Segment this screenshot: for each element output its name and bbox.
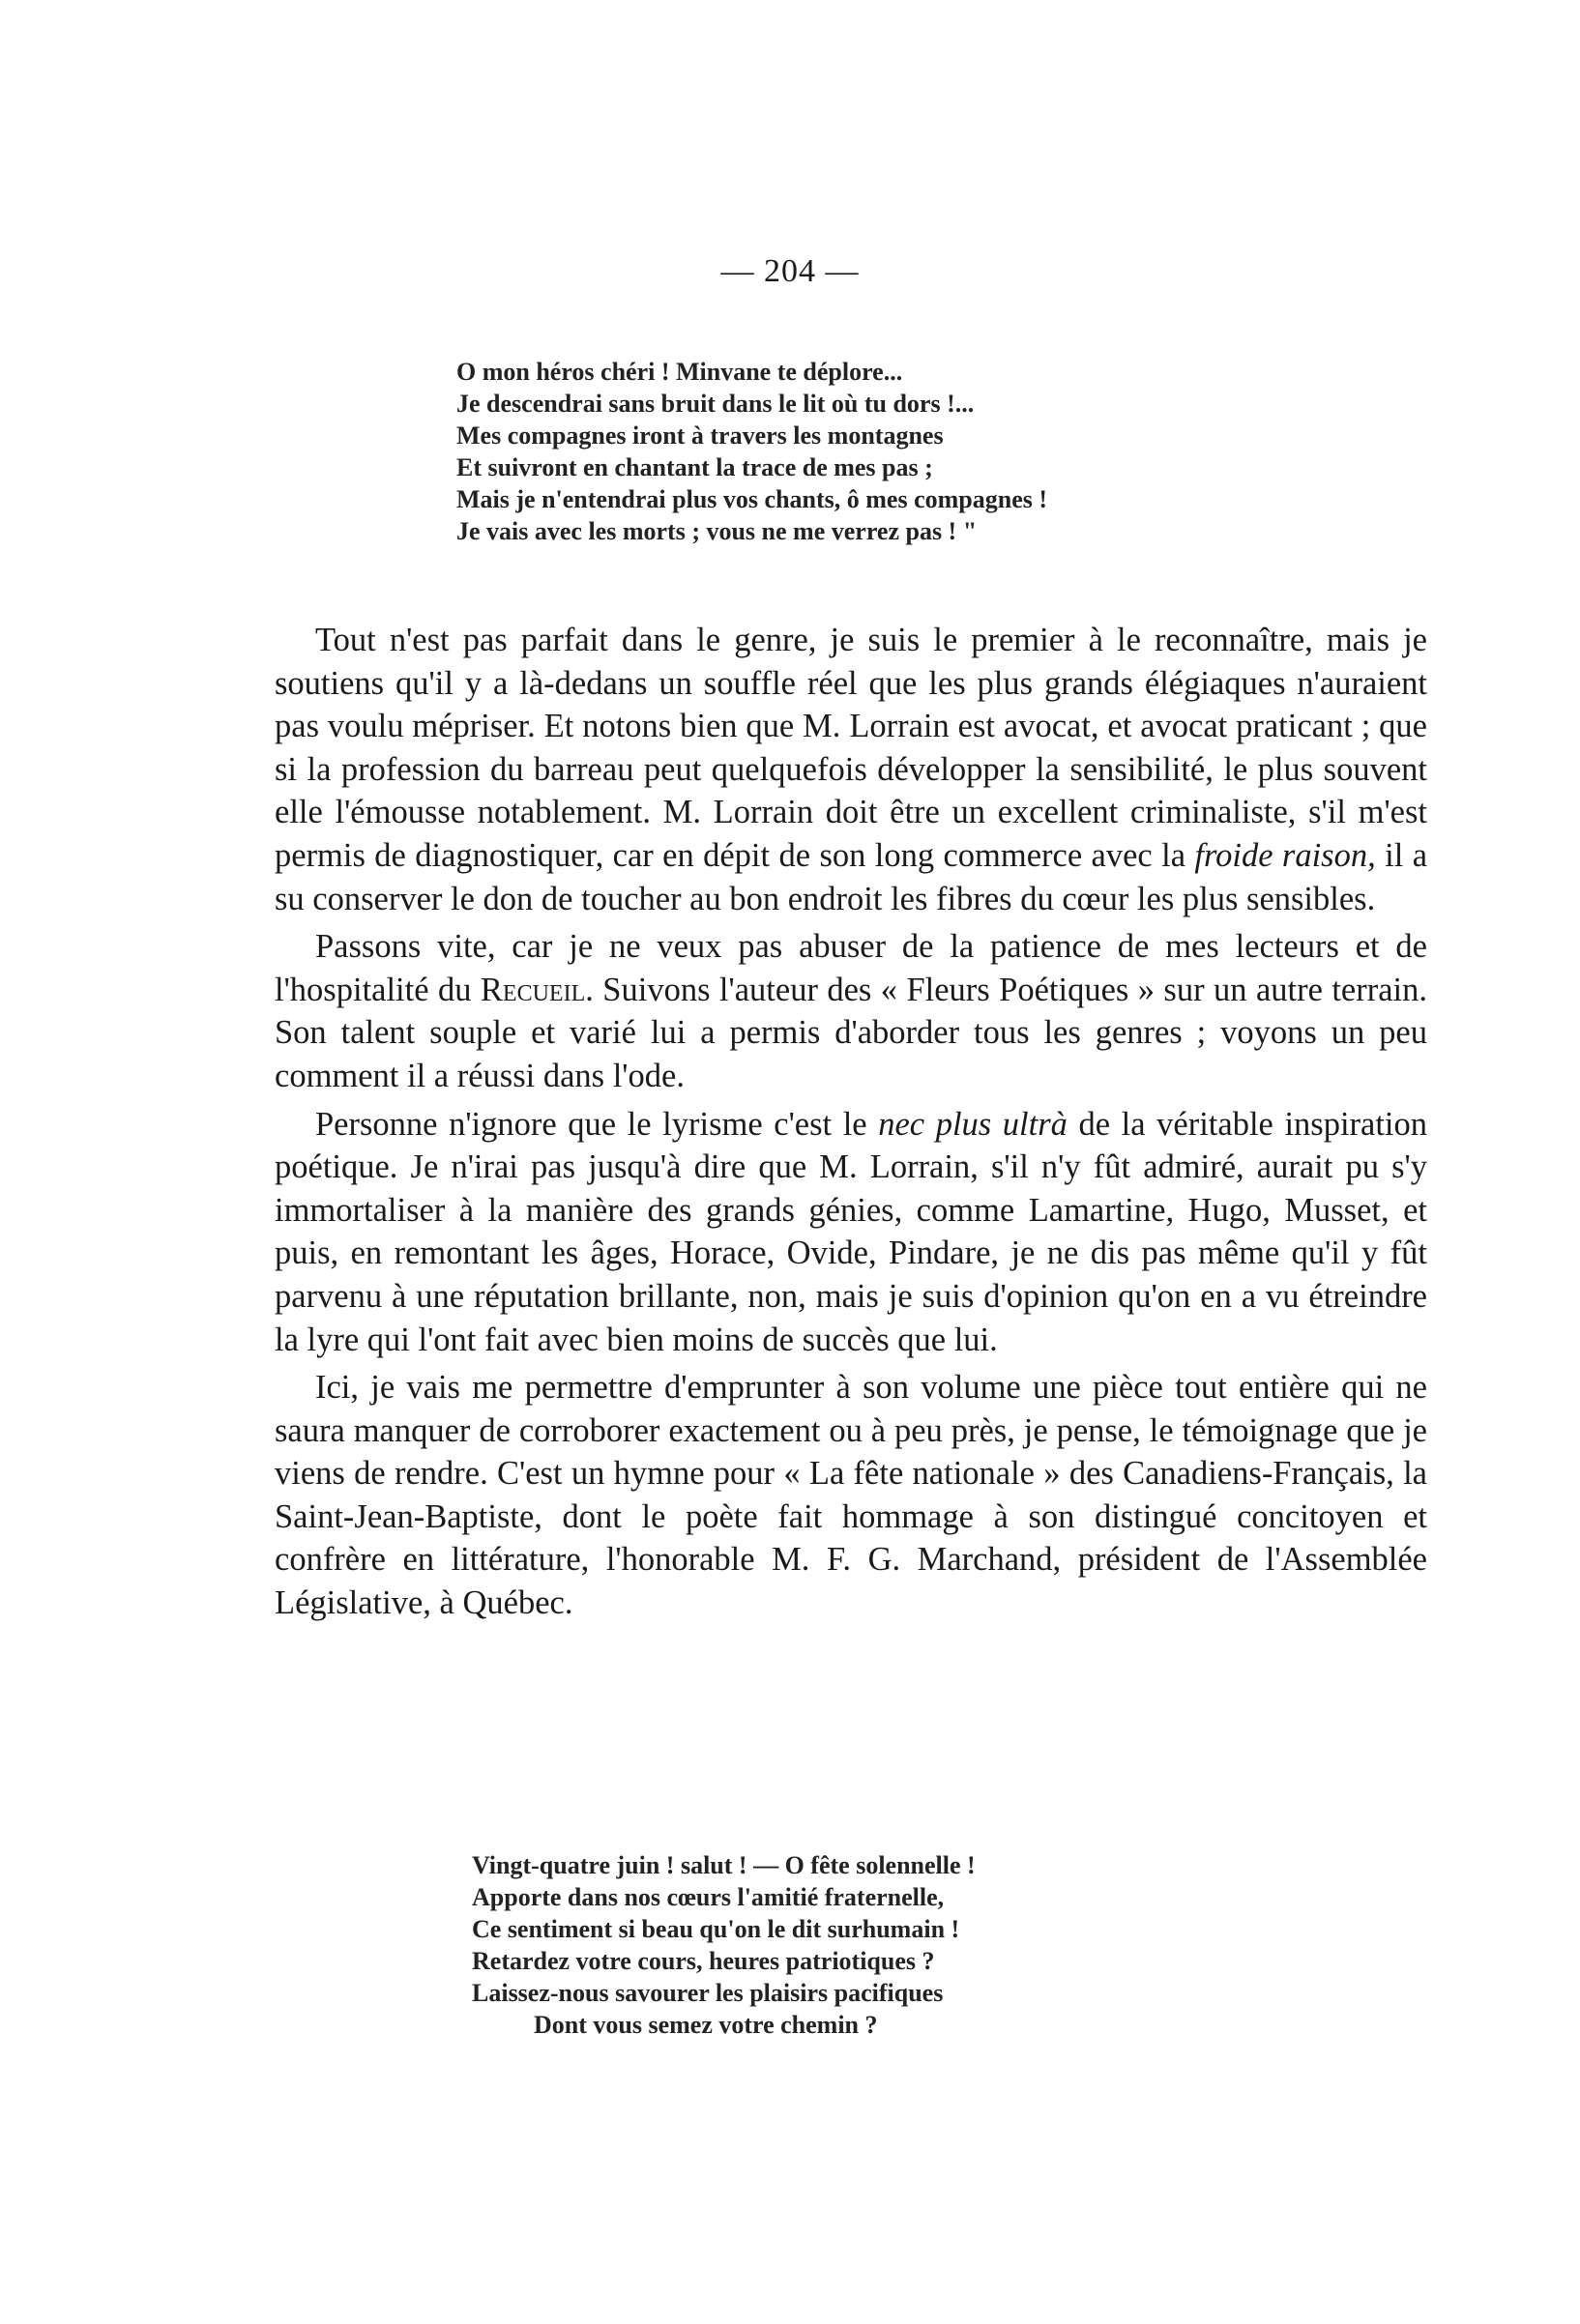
poem-excerpt-bottom <box>472 1849 1168 2041</box>
poem-line: Mais je n'entendrai plus vos chants, ô mes compagnes ! <box>456 485 1048 513</box>
text-run: . Suivons l'auteur des « Fleurs Poétiques » sur un autre terrain. Son talent souple et varié lui a permis d'aborder tous les genres ; voyons un peu comment il a réussi dans l'ode. <box>275 971 1427 1094</box>
paragraph-2 <box>275 925 1427 1097</box>
poem-line: Apporte dans nos cœurs l'amitié fraternelle, <box>472 1883 945 1911</box>
poem-excerpt-top <box>456 356 1211 547</box>
poem-line: Retardez votre cours, heures patriotiques ? <box>472 1947 935 1975</box>
poem-line: Mes compagnes iront à travers les montagnes <box>456 421 944 450</box>
recueil-smallcaps: Recueil <box>480 971 586 1008</box>
poem-line: Et suivront en chantant la trace de mes pas ; <box>456 453 933 481</box>
text-run: Passons vite, car je ne veux pas abuser de la patience de mes lecteurs et de l'hospitalité du <box>275 928 1427 1008</box>
emphasis-froide-raison: froide raison, <box>1194 836 1376 874</box>
paragraph-3 <box>275 1103 1427 1362</box>
poem-line: Laissez-nous savourer les plaisirs pacifiques <box>472 1979 944 2007</box>
text-run: il a su conserver le don de toucher au bon endroit les fibres du cœur les plus sensibles. <box>275 836 1428 917</box>
emphasis-nec-plus-ultra: nec plus ultrà <box>878 1105 1068 1143</box>
paragraph-4 <box>275 1366 1427 1625</box>
poem-line: Ce sentiment si beau qu'on le dit surhumain ! <box>472 1915 960 1943</box>
poem-line: Vingt-quatre juin ! salut ! — O fête solennelle ! <box>472 1851 976 1879</box>
page-number: — 204 — <box>720 253 860 289</box>
poem-line: O mon héros chéri ! Minvane te déplore... <box>456 358 903 386</box>
text-run: Ici, je vais me permettre d'emprunter à son volume une pièce tout entière qui ne saura manquer de corroborer exactement ou à peu près, je pense, le témoignage que je viens de rendre. C'est un hymne pour « La fête nationale » des Canadiens-Français, la Saint-Jean-Baptiste, dont le poète fait hommage à son distingué concitoyen et confrère en littérature, l'honorable M. F. G. Marchand, président de l'Assemblée Législative, à Québec. <box>275 1369 1427 1622</box>
poem-line: Je descendrai sans bruit dans le lit où tu dors !... <box>456 390 975 418</box>
text-run: Tout n'est pas parfait dans le genre, je suis le premier à le reconnaître, mais je soutiens qu'il y a là-dedans un souffle réel que les plus grands élégiaques n'auraient pas voulu mépriser. Et notons bien que M. Lorrain est avocat, et avocat praticant ; que si la profession du barreau peut quelquefois développer la sensibilité, le plus souvent elle l'émousse notablement. M. Lorrain doit être un excellent criminaliste, s'il m'est permis de diagnostiquer, car en dépit de son long commerce avec la <box>275 622 1427 874</box>
poem-line: Je vais avec les morts ; vous ne me verrez pas ! " <box>456 517 978 545</box>
body-text <box>275 619 1427 1625</box>
text-run: de la véritable inspiration poétique. Je n'irai pas jusqu'à dire que M. Lorrain, s'il n'y fût admiré, aurait pu s'y immortaliser à la manière des grands génies, comme Lamartine, Hugo, Musset, et puis, en remontant les âges, Horace, Ovide, Pindare, je ne dis pas même qu'il y fût parvenu à une réputation brillante, non, mais je suis d'opinion qu'on en a vu étreindre la lyre qui l'ont fait avec bien moins de succès que lui. <box>275 1105 1428 1358</box>
text-run: Personne n'ignore que le lyrisme c'est le <box>315 1105 879 1143</box>
paragraph-1 <box>275 619 1427 920</box>
poem-line: Dont vous semez votre chemin ? <box>534 2011 878 2039</box>
